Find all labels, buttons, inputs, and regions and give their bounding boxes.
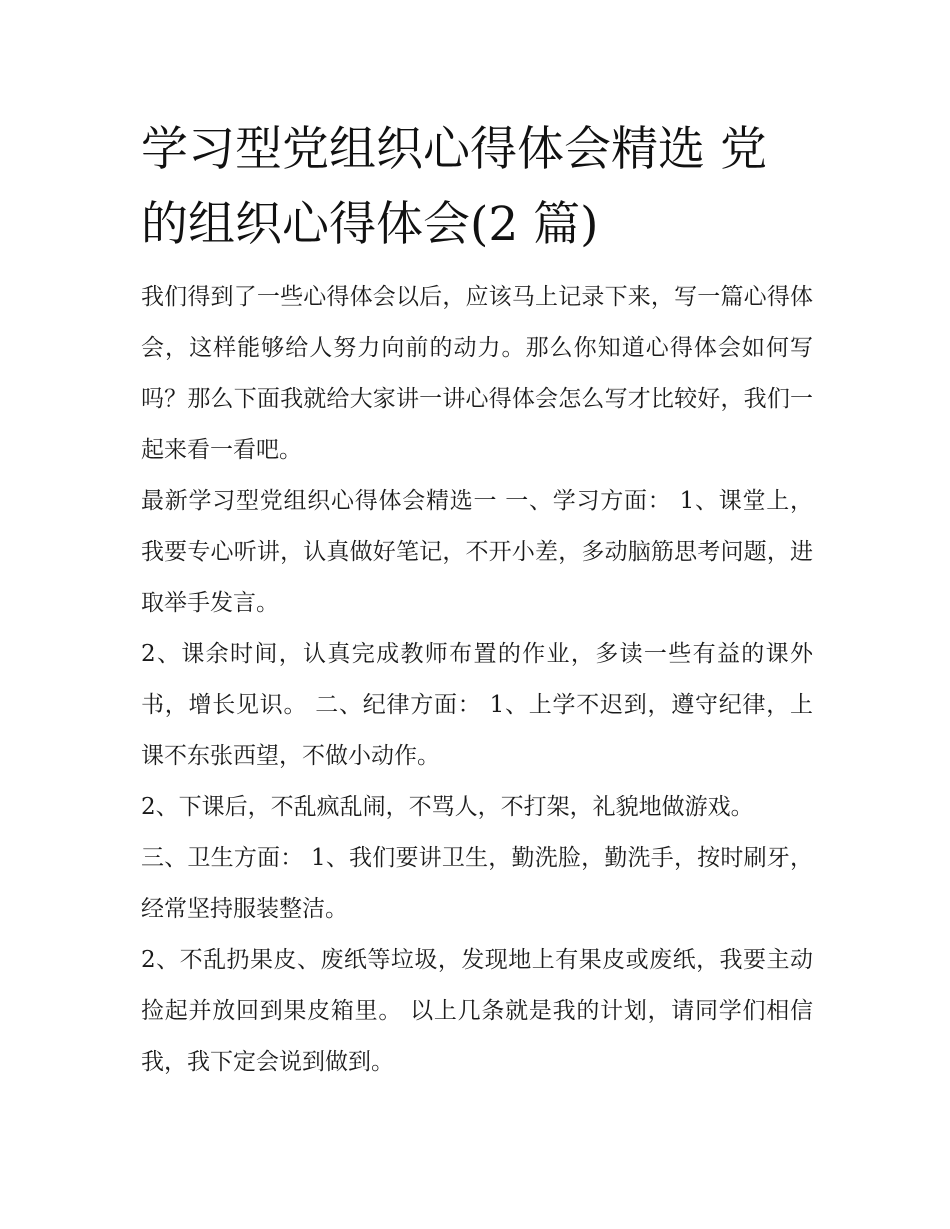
document-title: 学习型党组织心得体会精选 党的组织心得体会(2 篇): [141, 122, 767, 252]
document-body: [141, 112, 813, 1088]
paragraph-study: 最新学习型党组织心得体会精选一 一、学习方面： 1、课堂上，我要专心听讲，认真做好笔记，不开小差，多动脑筋思考问题，进取举手发言。: [141, 488, 813, 616]
paragraph-hygiene: 三、卫生方面： 1、我们要讲卫生，勤洗脸，勤洗手，按时刷牙，经常坚持服装整洁。: [141, 845, 813, 922]
paragraph-intro: 我们得到了一些心得体会以后，应该马上记录下来，写一篇心得体会，这样能够给人努力向前的动力。那么你知道心得体会如何写吗？那么下面我就给大家讲一讲心得体会怎么写才比较好，我们一起来看一看吧。: [141, 284, 813, 463]
paragraph-conclusion: 2、不乱扔果皮、废纸等垃圾，发现地上有果皮或废纸，我要主动捡起并放回到果皮箱里。 以上几条就是我的计划，请同学们相信我，我下定会说到做到。: [141, 947, 813, 1075]
paragraph-homework-discipline: 2、课余时间，认真完成教师布置的作业，多读一些有益的课外书，增长见识。 二、纪律方面： 1、上学不迟到，遵守纪律，上课不东张西望，不做小动作。: [141, 641, 813, 769]
paragraph-after-class: 2、下课后，不乱疯乱闹，不骂人，不打架，礼貌地做游戏。: [141, 794, 754, 820]
